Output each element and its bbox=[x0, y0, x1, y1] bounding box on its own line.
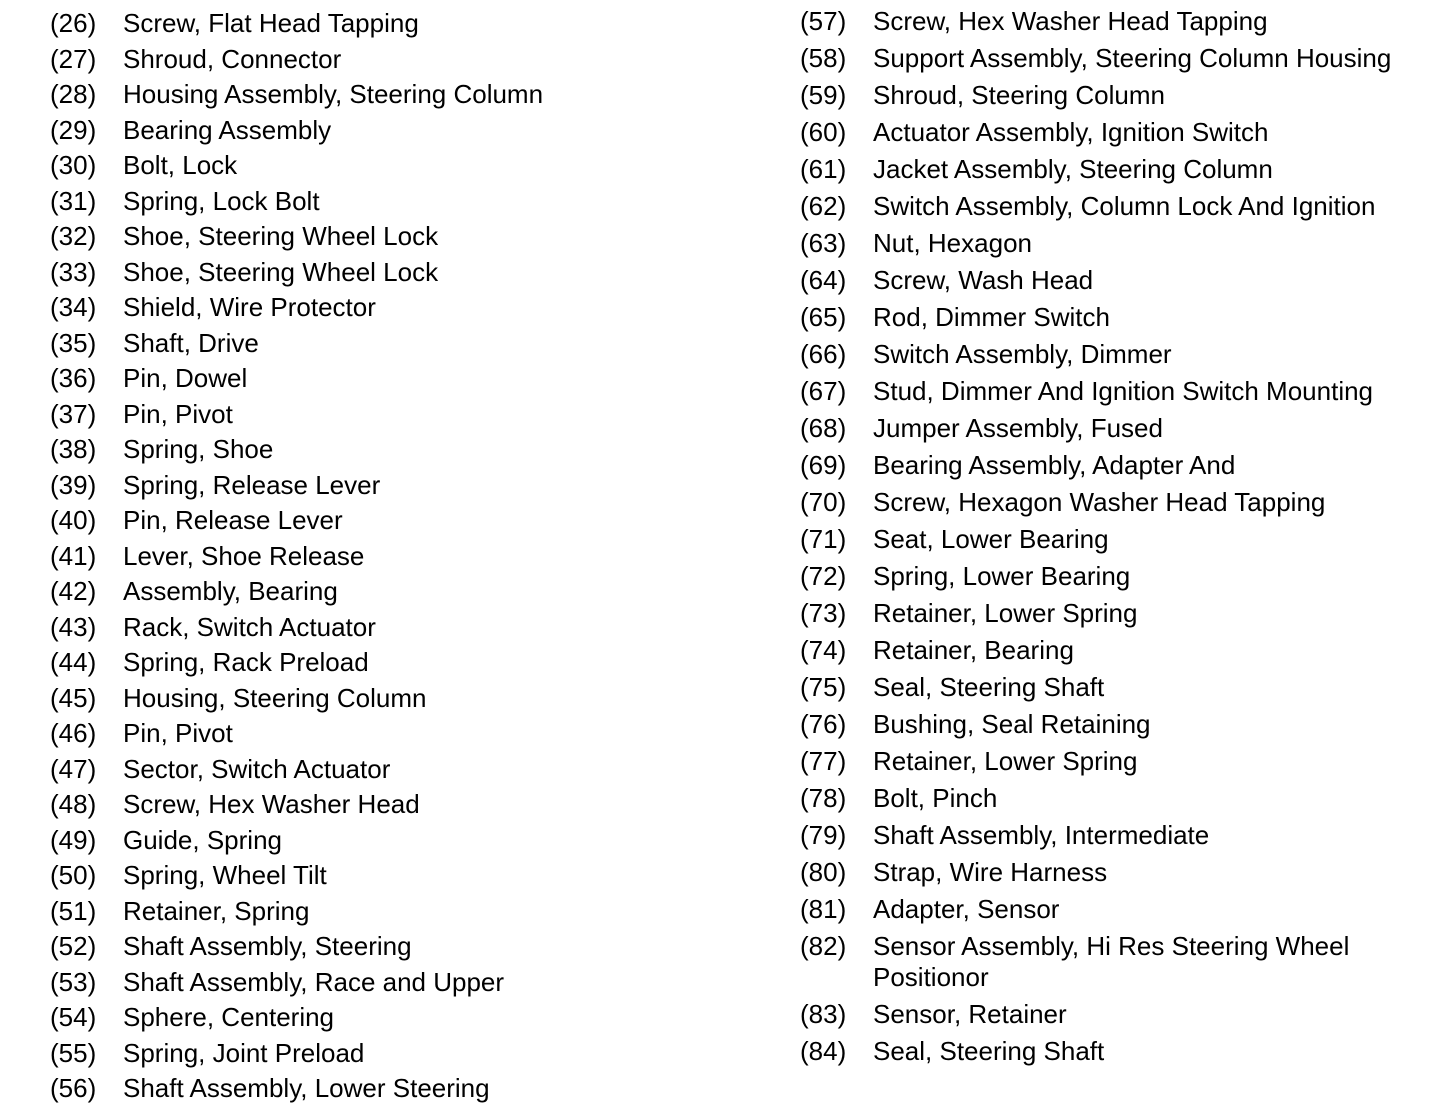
list-item bbox=[800, 709, 1450, 740]
item-description: Shield, Wire Protector bbox=[123, 292, 376, 322]
item-description: Pin, Pivot bbox=[123, 398, 233, 429]
list-item bbox=[50, 432, 740, 468]
item-description: Screw, Wash Head bbox=[873, 265, 1094, 295]
item-description: Housing Assembly, Steering Column bbox=[123, 79, 544, 109]
item-description: Shaft Assembly, Intermediate bbox=[873, 820, 1210, 850]
list-item bbox=[50, 787, 740, 823]
list-item bbox=[50, 468, 740, 504]
item-description: Shaft Assembly, Lower Steering bbox=[123, 1073, 490, 1103]
item-number: (26) bbox=[50, 8, 97, 38]
parts-list-left-column bbox=[50, 6, 740, 1107]
list-item bbox=[800, 857, 1450, 888]
item-number: (51) bbox=[50, 895, 97, 926]
item-number: (72) bbox=[800, 561, 847, 591]
item-number: (79) bbox=[800, 820, 847, 850]
list-item bbox=[50, 681, 740, 717]
item-description: Pin, Pivot bbox=[123, 718, 233, 748]
list-item bbox=[800, 376, 1450, 407]
item-number: (78) bbox=[800, 783, 847, 813]
list-item bbox=[800, 598, 1450, 629]
item-description: Spring, Lower Bearing bbox=[873, 561, 1131, 591]
item-number: (36) bbox=[50, 363, 97, 393]
list-item bbox=[50, 716, 740, 752]
item-description: Spring, Wheel Tilt bbox=[123, 860, 327, 890]
list-item bbox=[50, 574, 740, 610]
list-item bbox=[800, 561, 1450, 592]
item-description: Support Assembly, Steering Column Housing bbox=[873, 43, 1392, 73]
list-item bbox=[50, 929, 740, 965]
item-description: Retainer, Lower Spring bbox=[873, 598, 1138, 628]
item-description: Lever, Shoe Release bbox=[123, 540, 365, 571]
item-description: Shroud, Steering Column bbox=[873, 80, 1165, 110]
item-description: Adapter, Sensor bbox=[873, 894, 1060, 924]
item-description: Nut, Hexagon bbox=[873, 228, 1032, 258]
item-description: Sensor, Retainer bbox=[873, 999, 1067, 1029]
list-item bbox=[50, 1000, 740, 1036]
item-number: (28) bbox=[50, 79, 97, 109]
item-description: Shoe, Steering Wheel Lock bbox=[123, 221, 439, 251]
item-number: (39) bbox=[50, 469, 97, 500]
list-item bbox=[800, 746, 1450, 777]
list-item bbox=[50, 6, 740, 42]
item-number: (75) bbox=[800, 672, 847, 702]
list-item bbox=[800, 413, 1450, 444]
item-description: Retainer, Spring bbox=[123, 895, 310, 926]
list-item bbox=[50, 645, 740, 681]
item-number: (46) bbox=[50, 718, 97, 748]
item-description: Guide, Spring bbox=[123, 824, 282, 855]
item-number: (70) bbox=[800, 487, 847, 517]
item-number: (58) bbox=[800, 43, 847, 73]
item-description: Spring, Rack Preload bbox=[123, 647, 369, 677]
list-item bbox=[800, 302, 1450, 333]
item-description: Shaft Assembly, Race and Upper bbox=[123, 966, 505, 997]
item-number: (71) bbox=[800, 524, 847, 554]
item-number: (54) bbox=[50, 1002, 97, 1032]
item-number: (57) bbox=[800, 6, 847, 36]
item-number: (67) bbox=[800, 376, 847, 406]
item-number: (30) bbox=[50, 150, 97, 180]
item-number: (66) bbox=[800, 339, 847, 369]
item-number: (63) bbox=[800, 228, 847, 258]
item-description: Retainer, Bearing bbox=[873, 635, 1074, 665]
item-number: (33) bbox=[50, 256, 97, 287]
list-item bbox=[800, 265, 1450, 296]
list-item bbox=[50, 255, 740, 291]
item-number: (80) bbox=[800, 857, 847, 887]
item-description: Jacket Assembly, Steering Column bbox=[873, 154, 1273, 184]
item-description: Retainer, Lower Spring bbox=[873, 746, 1138, 776]
item-description: Pin, Release Lever bbox=[123, 505, 343, 535]
list-item bbox=[800, 931, 1450, 993]
item-description: Screw, Flat Head Tapping bbox=[123, 8, 419, 38]
item-number: (65) bbox=[800, 302, 847, 332]
item-number: (41) bbox=[50, 540, 97, 571]
list-item bbox=[50, 1036, 740, 1072]
item-number: (55) bbox=[50, 1037, 97, 1068]
item-number: (84) bbox=[800, 1036, 847, 1066]
item-description: Bushing, Seal Retaining bbox=[873, 709, 1151, 739]
list-item bbox=[50, 42, 740, 78]
item-description: Housing, Steering Column bbox=[123, 682, 427, 713]
list-item bbox=[50, 184, 740, 220]
item-description: Spring, Lock Bolt bbox=[123, 185, 320, 216]
list-item bbox=[50, 326, 740, 362]
item-number: (74) bbox=[800, 635, 847, 665]
list-item bbox=[800, 154, 1450, 185]
list-item bbox=[50, 894, 740, 930]
item-number: (32) bbox=[50, 221, 97, 251]
item-number: (61) bbox=[800, 154, 847, 184]
item-description: Seal, Steering Shaft bbox=[873, 672, 1105, 702]
item-description: Assembly, Bearing bbox=[123, 576, 338, 606]
item-number: (44) bbox=[50, 647, 97, 677]
item-number: (83) bbox=[800, 999, 847, 1029]
item-number: (38) bbox=[50, 434, 97, 464]
item-number: (43) bbox=[50, 611, 97, 642]
item-description: Screw, Hex Washer Head Tapping bbox=[873, 6, 1268, 36]
item-number: (47) bbox=[50, 753, 97, 784]
list-item bbox=[50, 503, 740, 539]
list-item bbox=[800, 6, 1450, 37]
list-item bbox=[50, 77, 740, 113]
list-item bbox=[50, 965, 740, 1001]
list-item bbox=[50, 113, 740, 149]
list-item bbox=[50, 397, 740, 433]
item-description: Bolt, Lock bbox=[123, 150, 238, 180]
item-number: (64) bbox=[800, 265, 847, 295]
item-description: Stud, Dimmer And Ignition Switch Mounting bbox=[873, 376, 1374, 406]
item-description: Pin, Dowel bbox=[123, 363, 248, 393]
list-item bbox=[800, 672, 1450, 703]
list-item bbox=[50, 752, 740, 788]
parts-list-right-column bbox=[800, 6, 1450, 1073]
item-number: (68) bbox=[800, 413, 847, 443]
item-description: Seal, Steering Shaft bbox=[873, 1036, 1105, 1066]
item-description: Bearing Assembly bbox=[123, 114, 332, 145]
list-item bbox=[800, 43, 1450, 74]
item-number: (82) bbox=[800, 931, 847, 961]
item-number: (59) bbox=[800, 80, 847, 110]
item-number: (52) bbox=[50, 931, 97, 961]
item-number: (53) bbox=[50, 966, 97, 997]
item-number: (37) bbox=[50, 398, 97, 429]
item-description: Shaft Assembly, Steering bbox=[123, 931, 412, 961]
item-number: (69) bbox=[800, 450, 847, 480]
item-number: (27) bbox=[50, 43, 97, 74]
item-description: Spring, Release Lever bbox=[123, 469, 381, 500]
item-number: (81) bbox=[800, 894, 847, 924]
item-description: Spring, Shoe bbox=[123, 434, 274, 464]
list-item bbox=[800, 339, 1450, 370]
item-number: (48) bbox=[50, 789, 97, 819]
item-description: Sensor Assembly, Hi Res Steering Wheel Positionor bbox=[873, 931, 1350, 992]
item-number: (60) bbox=[800, 117, 847, 147]
item-description: Screw, Hexagon Washer Head Tapping bbox=[873, 487, 1326, 517]
list-item bbox=[50, 361, 740, 397]
item-number: (34) bbox=[50, 292, 97, 322]
item-description: Rack, Switch Actuator bbox=[123, 611, 376, 642]
list-item bbox=[800, 117, 1450, 148]
item-number: (77) bbox=[800, 746, 847, 776]
list-item bbox=[800, 635, 1450, 666]
item-number: (29) bbox=[50, 114, 97, 145]
item-number: (56) bbox=[50, 1073, 97, 1103]
list-item bbox=[50, 823, 740, 859]
item-description: Shroud, Connector bbox=[123, 43, 342, 74]
item-description: Bolt, Pinch bbox=[873, 783, 998, 813]
item-number: (40) bbox=[50, 505, 97, 535]
item-description: Sector, Switch Actuator bbox=[123, 753, 391, 784]
item-description: Sphere, Centering bbox=[123, 1002, 335, 1032]
item-number: (76) bbox=[800, 709, 847, 739]
item-description: Actuator Assembly, Ignition Switch bbox=[873, 117, 1269, 147]
list-item bbox=[800, 450, 1450, 481]
item-number: (49) bbox=[50, 824, 97, 855]
list-item bbox=[50, 539, 740, 575]
list-item bbox=[50, 219, 740, 255]
item-description: Jumper Assembly, Fused bbox=[873, 413, 1163, 443]
list-item bbox=[800, 80, 1450, 111]
list-item bbox=[50, 610, 740, 646]
item-description: Spring, Joint Preload bbox=[123, 1037, 365, 1068]
list-item bbox=[800, 783, 1450, 814]
item-description: Rod, Dimmer Switch bbox=[873, 302, 1110, 332]
list-item bbox=[800, 487, 1450, 518]
list-item bbox=[800, 524, 1450, 555]
item-description: Strap, Wire Harness bbox=[873, 857, 1108, 887]
item-number: (50) bbox=[50, 860, 97, 890]
item-number: (73) bbox=[800, 598, 847, 628]
list-item bbox=[50, 290, 740, 326]
item-description: Switch Assembly, Dimmer bbox=[873, 339, 1172, 369]
list-item bbox=[800, 820, 1450, 851]
item-number: (62) bbox=[800, 191, 847, 221]
item-number: (31) bbox=[50, 185, 97, 216]
item-number: (42) bbox=[50, 576, 97, 606]
list-item bbox=[800, 191, 1450, 222]
list-item bbox=[50, 148, 740, 184]
item-number: (45) bbox=[50, 682, 97, 713]
item-description: Switch Assembly, Column Lock And Ignition bbox=[873, 191, 1376, 221]
item-description: Seat, Lower Bearing bbox=[873, 524, 1109, 554]
list-item bbox=[50, 858, 740, 894]
list-item bbox=[800, 999, 1450, 1030]
item-description: Bearing Assembly, Adapter And bbox=[873, 450, 1236, 480]
item-description: Shaft, Drive bbox=[123, 327, 259, 358]
item-description: Shoe, Steering Wheel Lock bbox=[123, 256, 439, 287]
item-description: Screw, Hex Washer Head bbox=[123, 789, 420, 819]
list-item bbox=[50, 1071, 740, 1107]
item-number: (35) bbox=[50, 327, 97, 358]
list-item bbox=[800, 1036, 1450, 1067]
list-item bbox=[800, 228, 1450, 259]
list-item bbox=[800, 894, 1450, 925]
